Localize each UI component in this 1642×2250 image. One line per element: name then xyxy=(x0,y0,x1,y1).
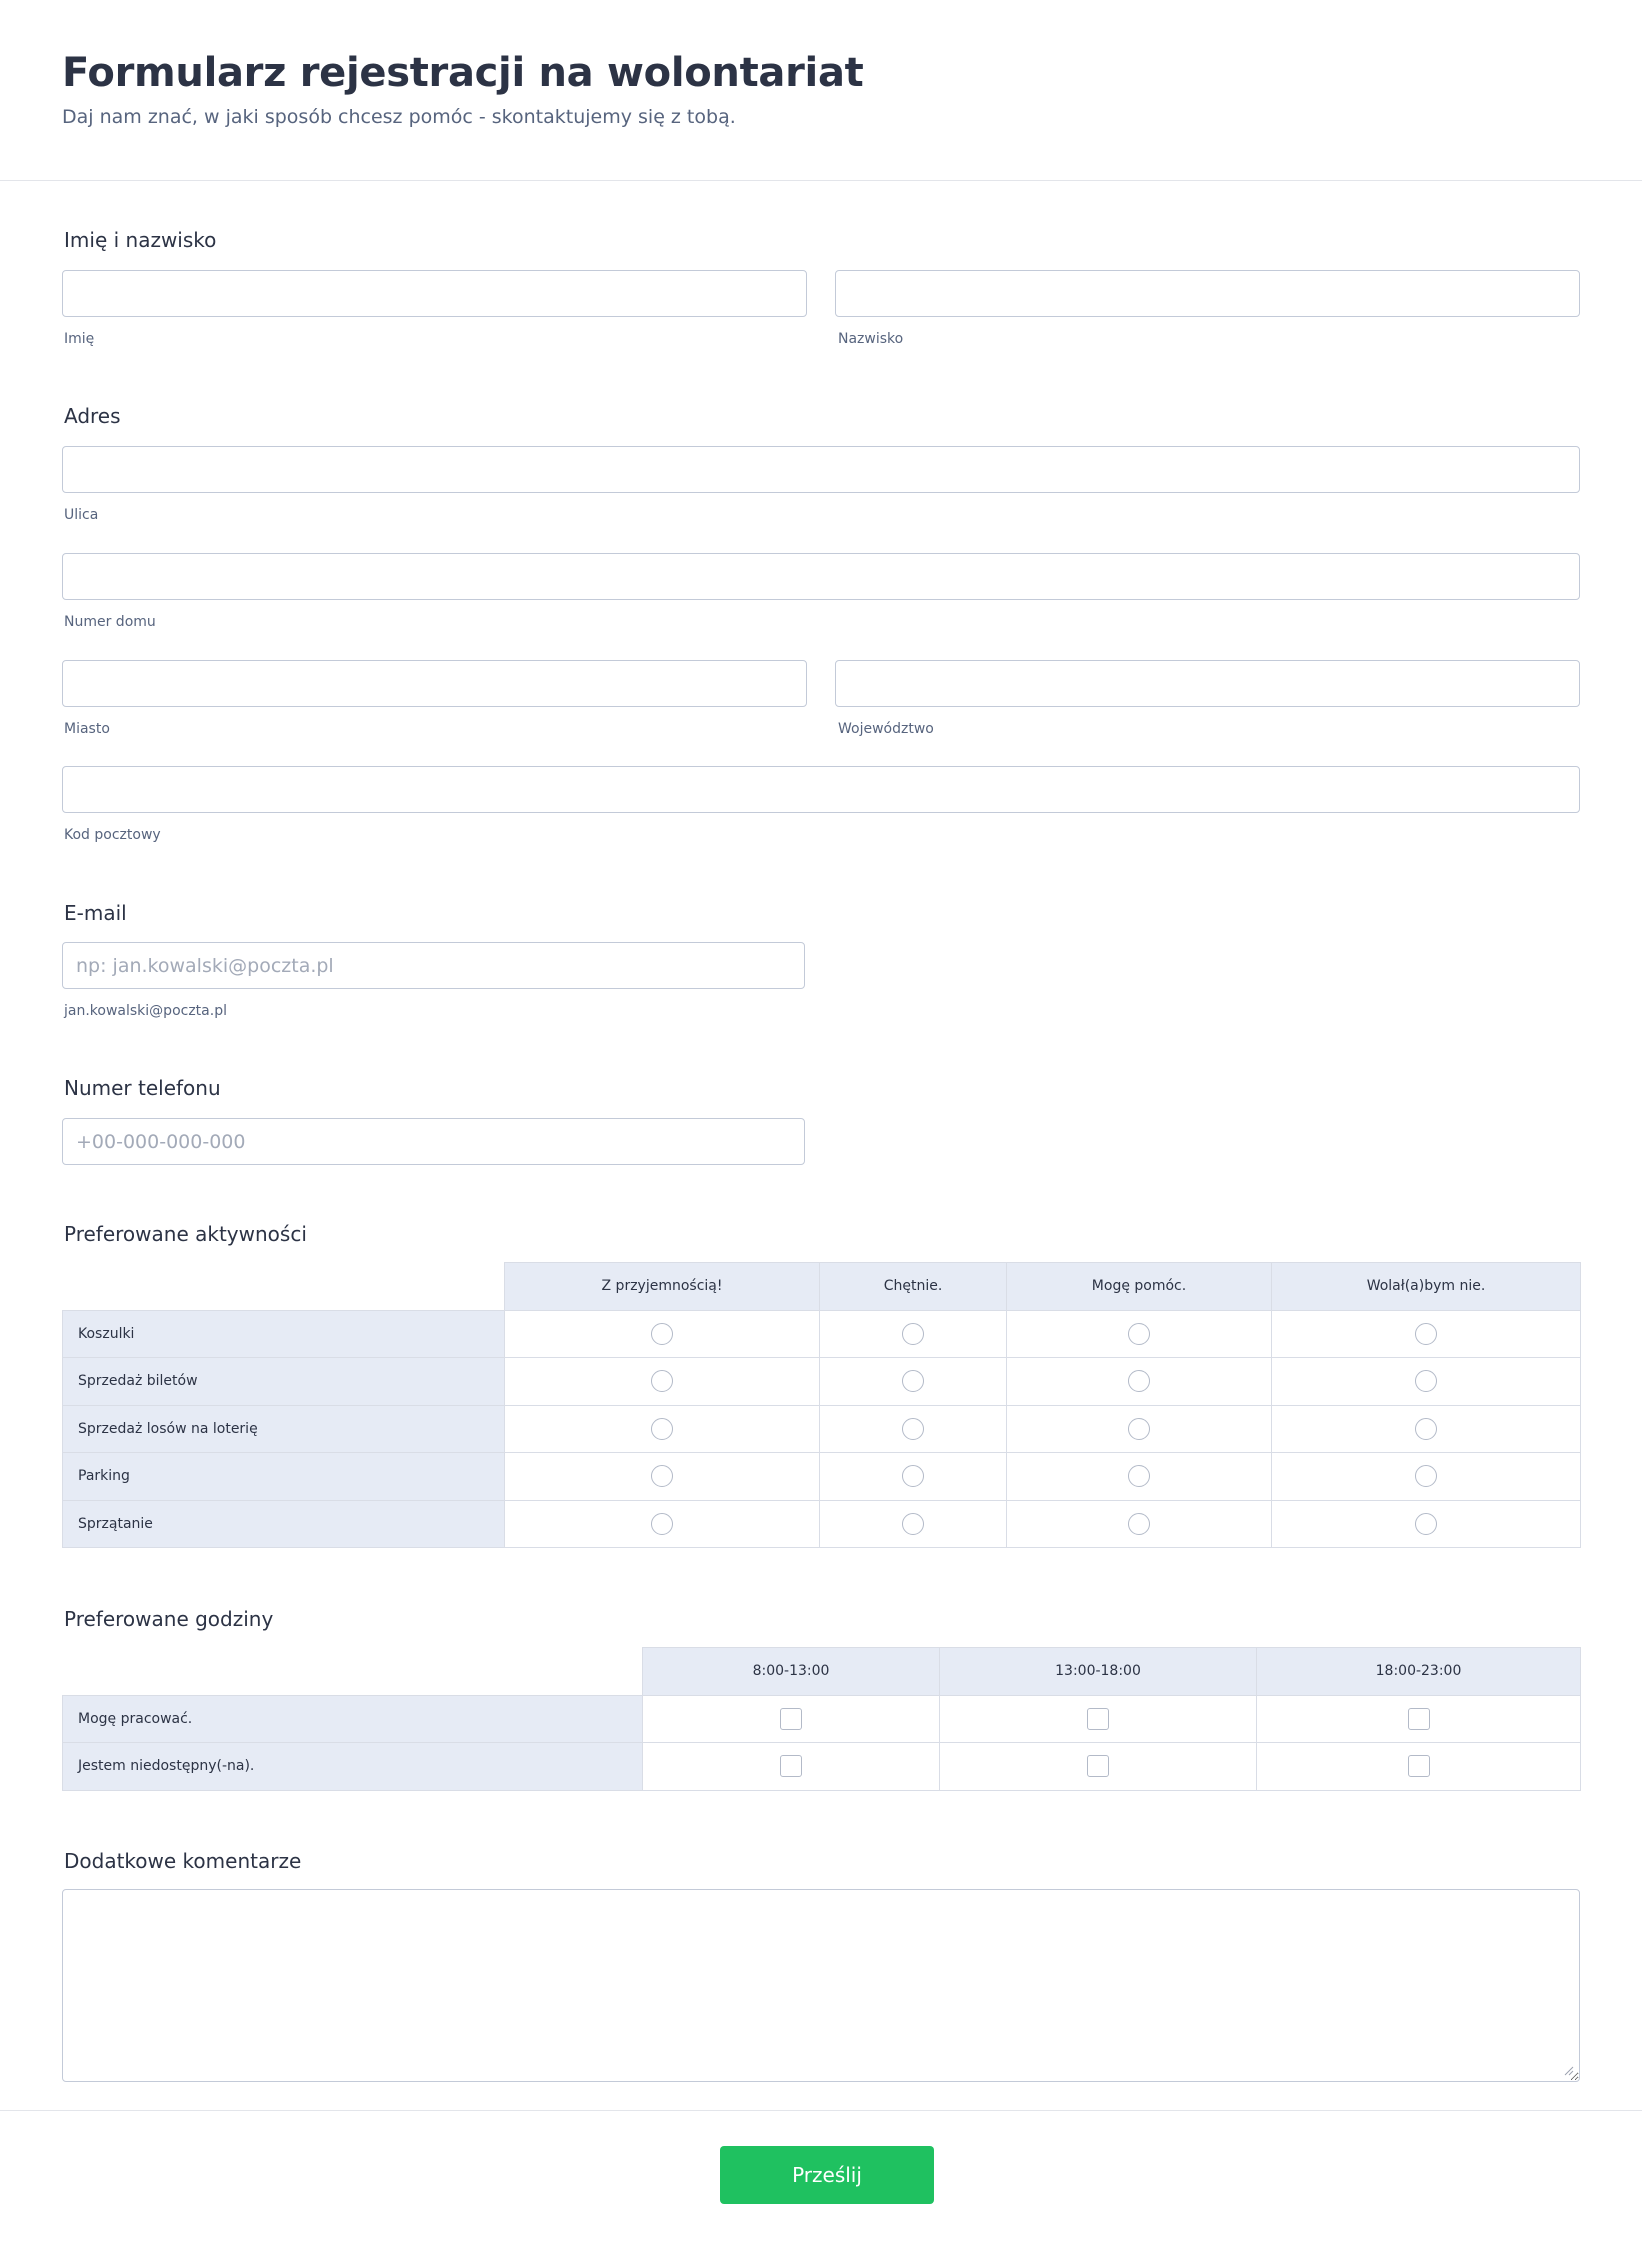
activities-col-header: Chętnie. xyxy=(820,1263,1007,1311)
activities-matrix xyxy=(62,1262,1580,1548)
hours-row xyxy=(63,1743,1581,1791)
street-input[interactable] xyxy=(62,446,1580,493)
hours-row-label: Jestem niedostępny(-na). xyxy=(63,1743,643,1791)
zip-input[interactable] xyxy=(62,766,1580,813)
radio-button[interactable] xyxy=(1415,1513,1437,1535)
radio-button[interactable] xyxy=(1415,1323,1437,1345)
radio-button[interactable] xyxy=(902,1418,924,1440)
street-sublabel: Ulica xyxy=(64,507,99,523)
comments-label: Dodatkowe komentarze xyxy=(64,1849,302,1873)
email-sublabel: jan.kowalski@poczta.pl xyxy=(64,1003,227,1019)
radio-button[interactable] xyxy=(1128,1465,1150,1487)
activities-row xyxy=(63,1358,1581,1406)
hours-row xyxy=(63,1695,1581,1743)
radio-button[interactable] xyxy=(1415,1370,1437,1392)
activities-row-label: Sprzedaż biletów xyxy=(63,1358,505,1406)
checkbox[interactable] xyxy=(1087,1755,1109,1777)
last-name-input[interactable] xyxy=(835,270,1580,317)
checkbox[interactable] xyxy=(1087,1708,1109,1730)
checkbox[interactable] xyxy=(780,1708,802,1730)
email-label: E-mail xyxy=(64,901,127,925)
radio-button[interactable] xyxy=(1128,1418,1150,1440)
activities-label: Preferowane aktywności xyxy=(64,1222,307,1246)
hours-row-label: Mogę pracować. xyxy=(63,1695,643,1743)
address-label: Adres xyxy=(64,404,121,428)
zip-sublabel: Kod pocztowy xyxy=(64,827,161,843)
radio-button[interactable] xyxy=(651,1323,673,1345)
activities-row-label: Sprzątanie xyxy=(63,1500,505,1548)
state-sublabel: Województwo xyxy=(838,721,934,737)
radio-button[interactable] xyxy=(651,1465,673,1487)
city-sublabel: Miasto xyxy=(64,721,110,737)
city-input[interactable] xyxy=(62,660,807,707)
activities-row xyxy=(63,1500,1581,1548)
form-title: Formularz rejestracji na wolontariat xyxy=(62,50,864,96)
radio-button[interactable] xyxy=(902,1370,924,1392)
checkbox[interactable] xyxy=(780,1755,802,1777)
email-input[interactable] xyxy=(62,942,805,989)
activities-row xyxy=(63,1453,1581,1501)
activities-row-label: Sprzedaż losów na loterię xyxy=(63,1405,505,1453)
radio-button[interactable] xyxy=(651,1513,673,1535)
radio-button[interactable] xyxy=(1128,1370,1150,1392)
form-header xyxy=(0,0,1642,181)
hours-col-header: 8:00-13:00 xyxy=(643,1648,940,1696)
comments-textarea[interactable] xyxy=(62,1889,1580,2082)
first-name-sublabel: Imię xyxy=(64,331,95,347)
state-input[interactable] xyxy=(835,660,1580,707)
submit-button[interactable]: Prześlij xyxy=(720,2146,934,2204)
activities-col-header: Mogę pomóc. xyxy=(1007,1263,1272,1311)
house-number-sublabel: Numer domu xyxy=(64,614,156,630)
hours-matrix xyxy=(62,1647,1580,1791)
radio-button[interactable] xyxy=(651,1370,673,1392)
radio-button[interactable] xyxy=(902,1323,924,1345)
activities-row xyxy=(63,1405,1581,1453)
hours-col-header: 13:00-18:00 xyxy=(940,1648,1257,1696)
last-name-sublabel: Nazwisko xyxy=(838,331,904,347)
house-number-input[interactable] xyxy=(62,553,1580,600)
activities-col-header: Wolał(a)bym nie. xyxy=(1272,1263,1581,1311)
footer-divider xyxy=(0,2110,1642,2111)
radio-button[interactable] xyxy=(1415,1418,1437,1440)
radio-button[interactable] xyxy=(651,1418,673,1440)
name-label: Imię i nazwisko xyxy=(64,228,217,252)
form-subtitle: Daj nam znać, w jaki sposób chcesz pomóc - skontaktujemy się z tobą. xyxy=(62,106,736,128)
phone-label: Numer telefonu xyxy=(64,1076,221,1100)
phone-input[interactable] xyxy=(62,1118,805,1165)
activities-row-label: Koszulki xyxy=(63,1310,505,1358)
radio-button[interactable] xyxy=(1128,1323,1150,1345)
activities-row xyxy=(63,1310,1581,1358)
activities-col-header: Z przyjemnością! xyxy=(505,1263,820,1311)
radio-button[interactable] xyxy=(1415,1465,1437,1487)
hours-label: Preferowane godziny xyxy=(64,1607,274,1631)
radio-button[interactable] xyxy=(1128,1513,1150,1535)
checkbox[interactable] xyxy=(1408,1755,1430,1777)
hours-col-header: 18:00-23:00 xyxy=(1257,1648,1581,1696)
resize-handle-icon[interactable] xyxy=(1564,2066,1574,2076)
first-name-input[interactable] xyxy=(62,270,807,317)
radio-button[interactable] xyxy=(902,1513,924,1535)
activities-row-label: Parking xyxy=(63,1453,505,1501)
radio-button[interactable] xyxy=(902,1465,924,1487)
checkbox[interactable] xyxy=(1408,1708,1430,1730)
